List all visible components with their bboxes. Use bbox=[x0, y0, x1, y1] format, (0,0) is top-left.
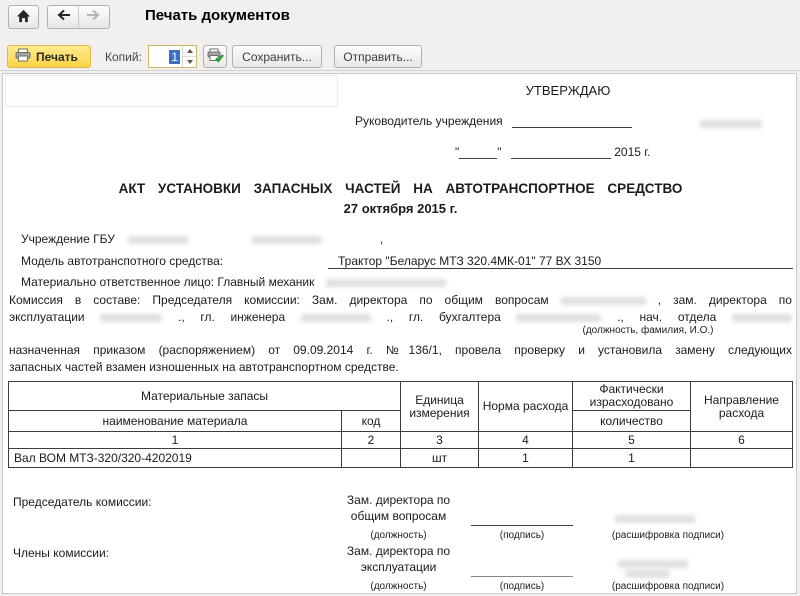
send-button[interactable] bbox=[334, 45, 422, 68]
col-num-2: 2 bbox=[342, 432, 401, 449]
chairman-fullname-hint: (расшифровка подписи) bbox=[611, 530, 725, 541]
spin-down-button[interactable] bbox=[183, 57, 196, 67]
copies-stepper[interactable] bbox=[148, 45, 197, 68]
institution-line bbox=[21, 232, 383, 246]
date-month-line bbox=[511, 147, 611, 159]
commission-text-2a: эксплуатации bbox=[9, 310, 85, 324]
commission-text-2c: ., гл. бухгалтера bbox=[386, 310, 501, 324]
redacted-commission-name-2 bbox=[100, 314, 162, 322]
spare-parts-table bbox=[8, 381, 793, 468]
institution-label: Учреждение ГБУ bbox=[21, 232, 115, 246]
member-position-line2: эксплуатации bbox=[360, 560, 437, 574]
document-preview[interactable] bbox=[2, 73, 797, 594]
head-of-institution-label: Руководитель учреждения bbox=[355, 114, 503, 128]
date-day-line bbox=[459, 147, 497, 159]
col-header-unit: Единица измерения bbox=[401, 382, 479, 432]
date-open-quote: " bbox=[455, 145, 460, 159]
commission-text-2d: ., нач. отдела bbox=[617, 310, 717, 324]
copies-label: Копий: bbox=[105, 50, 142, 64]
col-num-1: 1 bbox=[9, 432, 342, 449]
printer-settings-button[interactable] bbox=[203, 45, 227, 68]
redacted-member-name-2 bbox=[625, 570, 670, 578]
col-header-code: код bbox=[342, 411, 401, 432]
col-header-direction: Направление расхода bbox=[691, 382, 793, 432]
col-num-4: 4 bbox=[479, 432, 573, 449]
spin-up-icon bbox=[187, 49, 193, 53]
member-signature-hint: (подпись) bbox=[499, 581, 545, 592]
head-of-institution-line bbox=[355, 114, 632, 128]
cell-norm: 1 bbox=[479, 449, 573, 468]
back-button[interactable] bbox=[48, 6, 79, 28]
forward-icon bbox=[86, 8, 102, 26]
document-title: АКТ УСТАНОВКИ ЗАПАСНЫХ ЧАСТЕЙ НА АВТОТРАНСПОРТНОЕ СРЕДСТВО bbox=[118, 181, 683, 196]
print-button[interactable] bbox=[7, 45, 91, 68]
save-button[interactable] bbox=[232, 45, 322, 68]
col-num-3: 3 bbox=[401, 432, 479, 449]
back-icon bbox=[55, 8, 71, 26]
member-position bbox=[336, 543, 461, 575]
col-num-5: 5 bbox=[573, 432, 691, 449]
send-button-label: Отправить... bbox=[343, 49, 413, 64]
vehicle-model-value: Трактор "Беларус МТЗ 320.4МК-01" 77 ВХ 3150 bbox=[328, 254, 793, 269]
copies-input[interactable]: 1 bbox=[171, 49, 178, 64]
commission-line-2 bbox=[9, 309, 792, 325]
save-button-label: Сохранить... bbox=[242, 49, 312, 64]
redacted-commission-name-5 bbox=[732, 314, 792, 322]
col-header-name: наименование материала bbox=[9, 411, 342, 432]
order-line-1: назначенная приказом (распоряжением) от 09.09.2014 г. №136/1, провела проверку и установила замену следующих bbox=[9, 343, 792, 357]
responsible-person-line bbox=[21, 275, 446, 289]
vehicle-model-label: Модель автотранспотного средства: bbox=[21, 254, 224, 268]
col-header-norm: Норма расхода bbox=[479, 382, 573, 432]
redacted-commission-name-3 bbox=[301, 314, 371, 322]
member-position-hint: (должность) bbox=[370, 581, 427, 592]
printer-check-icon bbox=[207, 48, 224, 66]
redacted-responsible-name bbox=[326, 279, 446, 287]
cell-direction bbox=[691, 449, 793, 468]
commission-text-2b: ., гл. инженера bbox=[177, 310, 286, 324]
col-header-fact: Фактически израсходовано bbox=[573, 382, 691, 411]
history-nav bbox=[47, 5, 110, 29]
printer-icon bbox=[15, 48, 31, 65]
toolbar bbox=[0, 0, 800, 71]
col-num-6: 6 bbox=[691, 432, 793, 449]
member-position-line1: Зам. директора по bbox=[346, 544, 451, 558]
approve-heading: УТВЕРЖДАЮ bbox=[525, 83, 611, 98]
commission-text-1b: , зам. директора по bbox=[657, 293, 792, 307]
cell-unit: шт bbox=[401, 449, 479, 468]
redacted-head-name bbox=[700, 120, 762, 128]
forward-button[interactable] bbox=[79, 6, 109, 28]
chairman-position-hint: (должность) bbox=[370, 530, 427, 541]
chairman-signature-hint: (подпись) bbox=[499, 530, 545, 541]
cell-material-name: Вал ВОМ МТЗ-320/320-4202019 bbox=[9, 449, 342, 468]
institution-comma: , bbox=[379, 232, 384, 246]
head-signature-line bbox=[512, 116, 632, 128]
responsible-person-label: Материально ответственное лицо: Главный механик bbox=[21, 275, 315, 289]
home-button[interactable] bbox=[8, 5, 39, 29]
redacted-institution-name bbox=[128, 236, 188, 244]
position-name-hint: (должность, фамилия, И.О.) bbox=[582, 325, 714, 336]
redacted-chairman-name bbox=[615, 515, 695, 523]
chairman-position bbox=[336, 492, 461, 524]
cell-quantity: 1 bbox=[573, 449, 691, 468]
member-signature-line bbox=[471, 563, 573, 577]
chairman-label: Председатель комиссии: bbox=[13, 495, 152, 509]
redacted-org-header bbox=[5, 75, 338, 107]
cell-code bbox=[342, 449, 401, 468]
date-year: 2015 г. bbox=[614, 145, 651, 159]
chairman-position-line2: общим вопросам bbox=[350, 509, 447, 523]
copies-spin-buttons bbox=[182, 46, 196, 67]
member-fullname-hint: (расшифровка подписи) bbox=[611, 581, 725, 592]
print-button-label: Печать bbox=[36, 49, 78, 64]
document-date-title: 27 октября 2015 г. bbox=[343, 201, 458, 216]
members-label: Члены комиссии: bbox=[13, 546, 110, 560]
redacted-institution-name-2 bbox=[252, 236, 322, 244]
column-numbers-row bbox=[9, 432, 793, 449]
order-line-2: запасных частей взамен изношенных на автотранспортном средстве. bbox=[9, 360, 399, 374]
col-header-quantity: количество bbox=[573, 411, 691, 432]
redacted-commission-name-1 bbox=[561, 297, 646, 305]
home-icon bbox=[16, 9, 31, 26]
commission-line-1 bbox=[9, 292, 792, 308]
page-title: Печать документов bbox=[145, 7, 290, 24]
chairman-position-line1: Зам. директора по bbox=[346, 493, 451, 507]
date-line bbox=[455, 145, 651, 159]
spin-down-icon bbox=[187, 60, 193, 64]
redacted-member-name bbox=[618, 560, 688, 568]
redacted-commission-name-4 bbox=[516, 314, 601, 322]
table-row bbox=[9, 449, 793, 468]
commission-text-1a: Комиссия в составе: Председателя комиссии: Зам. директора по общим вопросам bbox=[9, 293, 549, 307]
chairman-signature-line bbox=[471, 512, 573, 526]
date-close-quote: " bbox=[497, 145, 502, 159]
spin-up-button[interactable] bbox=[183, 46, 196, 57]
col-header-material: Материальные запасы bbox=[9, 382, 401, 411]
